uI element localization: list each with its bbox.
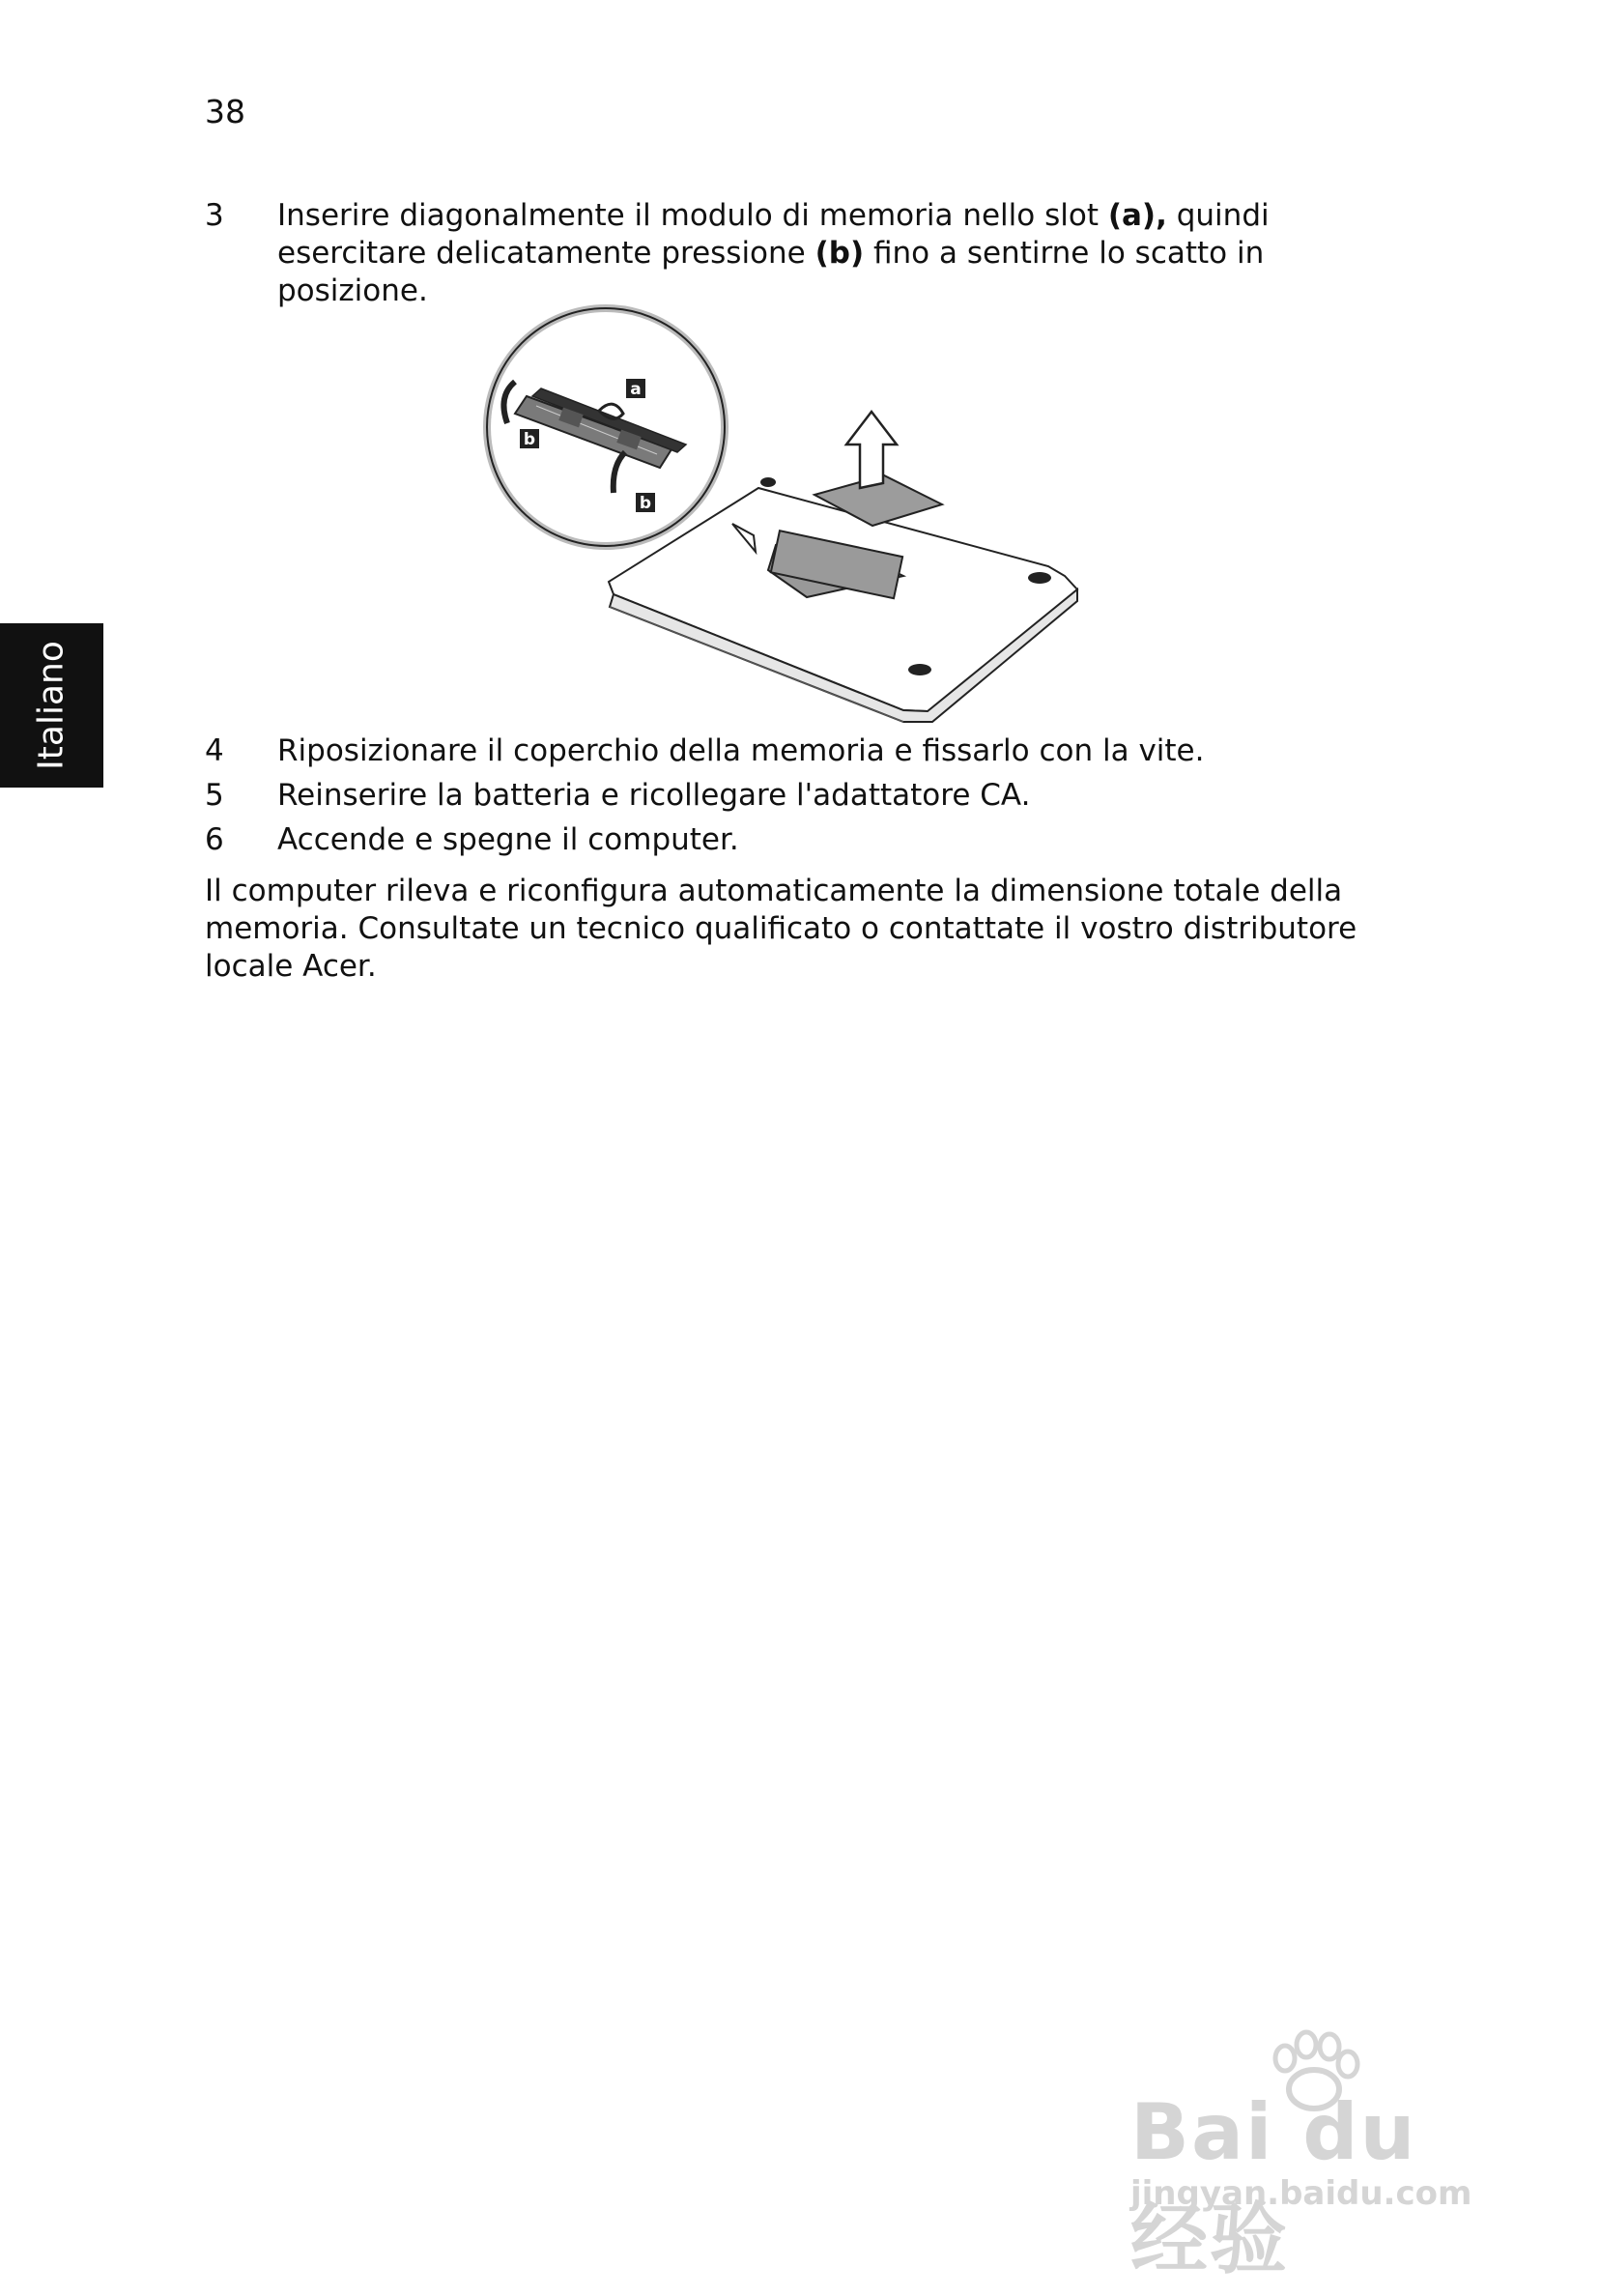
- step-number: 4: [205, 733, 224, 768]
- step-3-ref-b: (b): [814, 236, 865, 271]
- step-3-line2-start: esercitare delicatamente pressione: [277, 236, 815, 271]
- language-side-tab-label: Italiano: [31, 641, 71, 770]
- step-3-text: [277, 197, 1403, 310]
- memory-installation-figure: [478, 300, 1097, 725]
- step-3-line2-end: fino a sentirne lo scatto in posizione.: [277, 236, 1265, 308]
- step-text: Riposizionare il coperchio della memoria e fissarlo con la vite.: [277, 733, 1205, 768]
- step-number: 5: [205, 778, 224, 813]
- step-3: [205, 197, 1403, 310]
- callout-label-b-right: [636, 493, 655, 513]
- language-side-tab: [0, 623, 103, 788]
- closing-paragraph: Il computer rileva e riconfigura automaticamente la dimensione totale della memoria. Consultate un tecnico qualificato o contattate il vostro distributore locale Acer.: [205, 874, 1357, 984]
- step-5: [205, 777, 1403, 815]
- page-number: 38: [205, 93, 245, 130]
- svg-text:a: a: [630, 380, 642, 399]
- callout-label-b-left: [520, 429, 539, 449]
- step-3-line1-end: quindi: [1166, 198, 1270, 233]
- step-4: [205, 732, 1403, 770]
- lift-arrow-icon: [846, 412, 897, 488]
- step-6: [205, 821, 1403, 859]
- step-number: 3: [205, 198, 224, 233]
- step-text: Accende e spegne il computer.: [277, 822, 739, 857]
- watermark-url: jingyan.baidu.com: [1130, 2174, 1472, 2213]
- baidu-watermark: [1111, 2029, 1517, 2284]
- step-number: 6: [205, 822, 224, 857]
- callout-label-a: [626, 379, 645, 399]
- step-3-line1-start: Inserire diagonalmente il modulo di memoria nello slot: [277, 198, 1108, 233]
- svg-text:b: b: [639, 494, 652, 513]
- step-text: Reinserire la batteria e ricollegare l'adattatore CA.: [277, 778, 1031, 813]
- watermark-brand: Bai du 经验: [1130, 2087, 1417, 2284]
- svg-text:b: b: [523, 430, 536, 449]
- step-3-ref-a: (a),: [1107, 198, 1167, 233]
